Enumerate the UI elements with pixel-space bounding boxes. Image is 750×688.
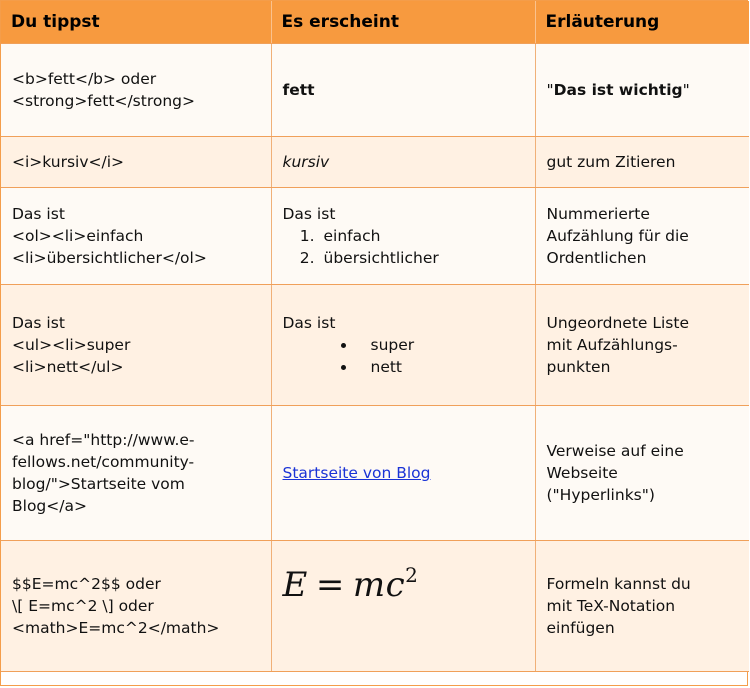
typed-line: \[ E=mc^2 \] oder (12, 597, 154, 615)
typed-cell (1, 406, 271, 541)
typed-line: blog/">Startseite vom (12, 475, 185, 493)
list-item: • nett (357, 356, 525, 378)
table-row (1, 137, 749, 188)
explanation-line: Aufzählung für die (546, 227, 689, 245)
explanation-cell (535, 188, 749, 285)
explanation-cell (535, 44, 749, 137)
typed-cell (1, 44, 271, 137)
explanation-cell (535, 541, 749, 672)
explanation-cell (535, 137, 749, 188)
quote-open: " (546, 81, 554, 99)
explanation-line: gut zum Zitieren (546, 153, 676, 171)
typed-line: <li>nett</ul> (12, 358, 124, 376)
result-cell (271, 285, 535, 406)
ordered-list-example (283, 225, 525, 269)
formula-equals: = (315, 565, 345, 605)
explanation-line: Ordentlichen (546, 249, 647, 267)
explanation-line: Nummerierte (546, 205, 650, 223)
formula-example (283, 565, 419, 605)
typed-line: <a href="http://www.e- (12, 431, 195, 449)
typed-cell (1, 188, 271, 285)
header-du-tippst: Du tippst (1, 1, 271, 44)
explanation-line: mit TeX-Notation (546, 597, 676, 615)
typed-line: Das ist (12, 205, 65, 223)
typed-line: <b>fett</b> oder (12, 70, 157, 88)
list-intro: Das ist (282, 314, 336, 332)
table-row (1, 188, 749, 285)
unordered-list-example (283, 334, 525, 378)
typed-line: <strong>fett</strong> (12, 92, 195, 110)
explanation-line: punkten (546, 358, 611, 376)
typed-cell (1, 285, 271, 406)
list-item: • super (357, 334, 525, 356)
formula-lhs: E (282, 565, 308, 605)
table-row (1, 406, 749, 541)
startseite-link[interactable]: Startseite von Blog (282, 464, 431, 482)
typed-cell (1, 541, 271, 672)
typed-line: <ul><li>super (12, 336, 131, 354)
result-cell (271, 406, 535, 541)
explanation-line: einfügen (546, 619, 615, 637)
formula-exponent: 2 (405, 563, 419, 587)
typed-line: <math>E=mc^2</math> (12, 619, 220, 637)
bold-explanation: Das ist wichtig (553, 81, 683, 99)
table-row (1, 541, 749, 672)
list-item: 1. einfach (320, 225, 525, 247)
formula-rhs: mc (352, 565, 406, 605)
typed-line: $$E=mc^2$$ oder (12, 575, 161, 593)
explanation-line: Verweise auf eine (546, 442, 684, 460)
typed-cell (1, 137, 271, 188)
italic-example: kursiv (282, 153, 330, 171)
bold-example: fett (282, 81, 315, 99)
list-intro: Das ist (282, 205, 336, 223)
header-erlaeuterung: Erläuterung (535, 1, 749, 44)
typed-line: fellows.net/community- (12, 453, 195, 471)
typed-line: <i>kursiv</i> (12, 153, 125, 171)
result-cell (271, 137, 535, 188)
quote-close: " (682, 81, 690, 99)
typed-line: <ol><li>einfach (12, 227, 144, 245)
typed-line: Blog</a> (12, 497, 87, 515)
explanation-line: Webseite (546, 464, 618, 482)
typed-line: Das ist (12, 314, 65, 332)
result-cell (271, 44, 535, 137)
table-row (1, 285, 749, 406)
cheatsheet-table (1, 1, 749, 672)
typed-line: <li>übersichtlicher</ol> (12, 249, 207, 267)
result-cell (271, 541, 535, 672)
table-row (1, 44, 749, 137)
explanation-line: Formeln kannst du (546, 575, 691, 593)
result-cell (271, 188, 535, 285)
header-es-erscheint: Es erscheint (271, 1, 535, 44)
explanation-line: mit Aufzählungs- (546, 336, 678, 354)
explanation-line: ("Hyperlinks") (546, 486, 655, 504)
explanation-line: Ungeordnete Liste (546, 314, 689, 332)
explanation-cell (535, 285, 749, 406)
list-item: 2. übersichtlicher (320, 247, 525, 269)
header-row (1, 1, 749, 44)
explanation-cell (535, 406, 749, 541)
